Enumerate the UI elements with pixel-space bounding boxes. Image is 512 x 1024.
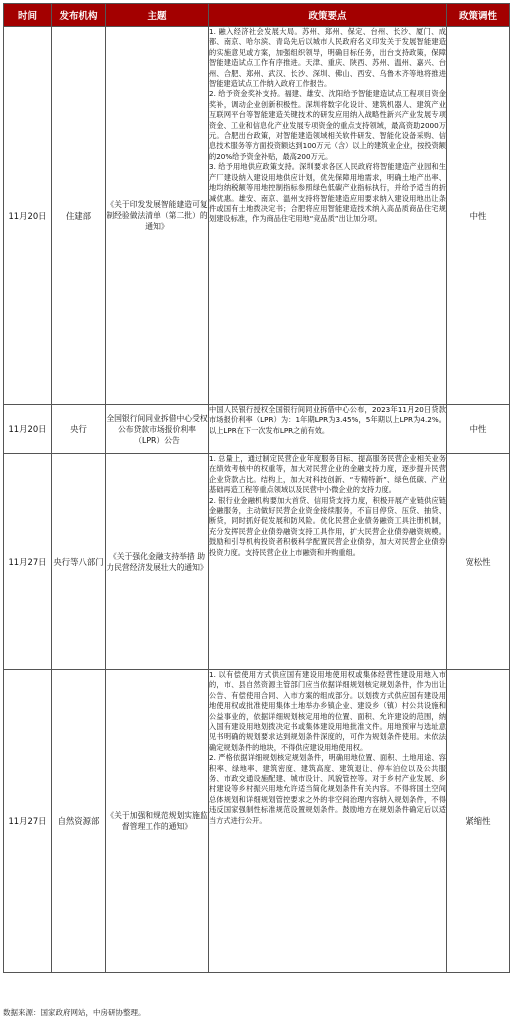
policy-point: 中国人民银行授权全国银行间同业拆借中心公布，2023年11月20日贷款市场报价利率（LPR）为：1年期LPR为3.45%，5年期以上LPR为4.2%。以上LPR在下一次发布LPR之前有效。 (209, 405, 446, 435)
table-row (4, 405, 510, 454)
header-date: 时间 (4, 4, 52, 27)
row-theme: 《关于印发发展智能建造可复制经验做法清单（第二批）的通知》 (106, 27, 209, 405)
row-date: 11月20日 (4, 27, 52, 405)
policy-point: 1. 以有偿使用方式供应国有建设用地使用权或集体经营性建设用地入市的，市、县自然资源主管部门应当依据详细规划核定规划条件，作为出让公告、有偿使用合同、入市方案的组成部分。以划拨方式供应国有建设用地使用权或批准使用集体土地举办乡镇企业、建设乡（镇）村公共设施和公益事业的，依据详细规划核定用地的位置、面积、允许建设的范围，纳入国有建设用地划拨决定书或集体建设用地批准文件。用地预审与选址意见书明确的规划要求达到规划条件深度的，可作为规划条件使用。未依法确定规划条件的地块，不得供应建设用地使用权。 (209, 670, 446, 752)
row-points (209, 405, 447, 454)
row-date: 11月27日 (4, 454, 52, 670)
row-date: 11月27日 (4, 670, 52, 973)
policy-point: 2. 严格依据详细规划核定规划条件，明确用地位置、面积、土地用途、容积率、绿地率、建筑密度、建筑高度、建筑退让、停车泊位以及公共服务、市政交通设施配建、城市设计、风貌管控等。对于乡村产业发展、乡村建设等乡村振兴用地允许适当简化规划条件有关内容。不得将国土空间总体规划和详细规划管控要求之外的非空间治理内容纳入规划条件，不得违反国家强制性标准规范设置规划条件。鼓励地方在规划条件确定后以适当方式进行公开。 (209, 753, 446, 825)
row-agency: 住建部 (52, 27, 106, 405)
header-theme: 主题 (106, 4, 209, 27)
policy-point: 2. 银行业金融机构要加大首贷、信用贷支持力度，积极开展产业链供应链金融服务，主动做好民营企业资金接续服务，不盲目停贷、压贷、抽贷、断贷，同时抓好促发展和防风险。优化民营企业债务融资工具注册机制，充分发挥民营企业债券融资支持工具作用，扩大民营企业债券融资规模。鼓励和引导机构投资者积极科学配置民营企业债券，加大对民营企业债券投资力度。支持民营企业上市融资和并购重组。 (209, 495, 446, 557)
table-row (4, 670, 510, 973)
policy-point: 3. 给予用地供应政策支持。深圳要求各区人民政府将智能建造产业园和生产厂建设纳入建设用地供应计划，优先保障用地需求，明确土地产出率、地均纳税额等用地控制指标参照绿色低碳产业指标执行，并给予适当的折减优惠。雄安、南京、温州支持将智能建造应用要求纳入建设用地出让条件或国有土地拨决定书；合肥将应用智能建造技术纳入高品质商品住宅规划建设标准，作为商品住宅用地“竞品质”出让加分项。 (209, 162, 446, 224)
policy-point: 2. 给予资金奖补支持。福建、雄安、沈阳给予智能建造试点工程项目资金奖补，调动企业创新积极性。深圳将数字化设计、建筑机器人、建筑产业互联网平台等智能建造关键技术的研发应用纳入战略性新兴产业发展专项资金、工业和信息化产业发展专项资金的重点支持领域，最高资助2000万元。合肥出台政策，对智能建造领域相关软件研发、智能化设备采购、信息技术服务等方面投资额达到100万元（含）以上的建筑业企业，按投资额的20%给予资金补贴，最高200万元。 (209, 89, 446, 161)
policy-point: 1. 总量上，通过制定民营企业年度服务目标、提高服务民营企业相关业务在绩效考核中的权重等，加大对民营企业的金融支持力度，逐步提升民营企业贷款占比。结构上，加大对科技创新、“专精特新”、绿色低碳、产业基础再造工程等重点领域以及民营中小微企业的支持力度。 (209, 454, 446, 495)
header-agency: 发布机构 (52, 4, 106, 27)
row-points (209, 670, 447, 973)
row-stance: 中性 (447, 405, 510, 454)
table-header (4, 4, 510, 27)
table-row (4, 27, 510, 405)
row-theme: 《关于强化金融支持举措 助力民营经济发展壮大的通知》 (106, 454, 209, 670)
row-stance: 宽松性 (447, 454, 510, 670)
row-points (209, 27, 447, 405)
row-agency: 央行等八部门 (52, 454, 106, 670)
row-stance: 紧缩性 (447, 670, 510, 973)
row-points (209, 454, 447, 670)
row-theme: 《关于加强和规范规划实施监督管理工作的通知》 (106, 670, 209, 973)
source-note: 数据来源：国家政府网站，中房研协整理。 (3, 1008, 146, 1017)
row-date: 11月20日 (4, 405, 52, 454)
header-stance: 政策调性 (447, 4, 510, 27)
row-agency: 自然资源部 (52, 670, 106, 973)
table-row (4, 454, 510, 670)
policy-table (3, 3, 510, 973)
row-theme: 全国银行间同业拆借中心受权公布贷款市场报价利率（LPR）公告 (106, 405, 209, 454)
policy-point: 1. 融入经济社会发展大局。苏州、郑州、保定、台州、长沙、厦门、成都、南京、哈尔滨、青岛先后以城市人民政府名义印发关于发展智能建造的实施意见或方案，加强组织领导，明确目标任务，出台支持政策，保障智能建造试点工作有序推进。天津、重庆、陕西、苏州、温州、嘉兴、台州、合肥、郑州、武汉、长沙、深圳、佛山、西安、乌鲁木齐等地将推进智能建造试点工作纳入政府工作报告。 (209, 27, 446, 89)
header-points: 政策要点 (209, 4, 447, 27)
row-agency: 央行 (52, 405, 106, 454)
row-stance: 中性 (447, 27, 510, 405)
